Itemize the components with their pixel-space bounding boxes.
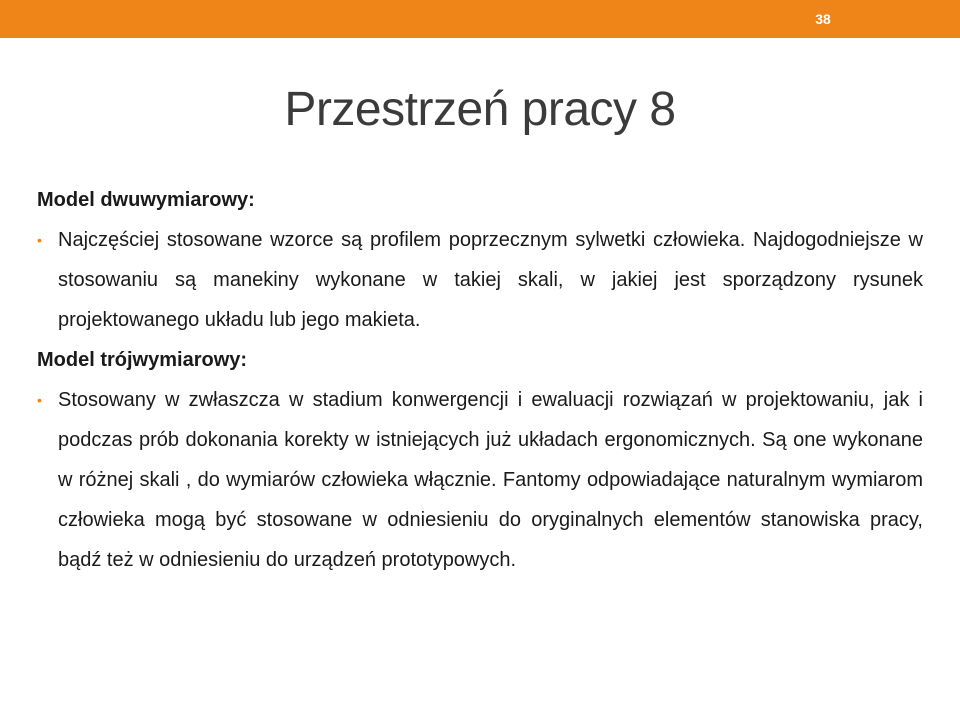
section-heading-2d-model: Model dwuwymiarowy: — [37, 189, 255, 211]
bullet-text: Stosowany w zwłaszcza w stadium konwergencji i ewaluacji rozwiązań w projektowaniu, jak i podczas prób dokonania korekty w istniejących już układach ergonomicznych. Są one wykonane w różnej skali , do wymiarów człowieka włącznie. Fantomy odpowiadające naturalnym wymiarom człowieka mogą być stosowane w odniesieniu do oryginalnych elementów stanowiska pracy, bądź też w odniesieniu do urządzeń prototypowych. — [58, 389, 923, 571]
bullet-icon: • — [37, 392, 42, 408]
header-bar — [0, 0, 960, 38]
slide-number: 38 — [815, 11, 831, 27]
section-heading-3d-model: Model trójwymiarowy: — [37, 349, 248, 371]
slide-body — [37, 180, 923, 580]
slide-title: Przestrzeń pracy 8 — [284, 83, 676, 136]
bullet-icon: • — [37, 232, 42, 248]
bullet-2d-model — [37, 220, 923, 340]
bullet-3d-model — [37, 380, 923, 580]
bullet-text: Najczęściej stosowane wzorce są profilem poprzecznym sylwetki człowieka. Najdogodniejsze w stosowaniu są manekiny wykonane w takiej skali, w jakiej jest sporządzony rysunek projektowanego układu lub jego makieta. — [58, 229, 923, 331]
